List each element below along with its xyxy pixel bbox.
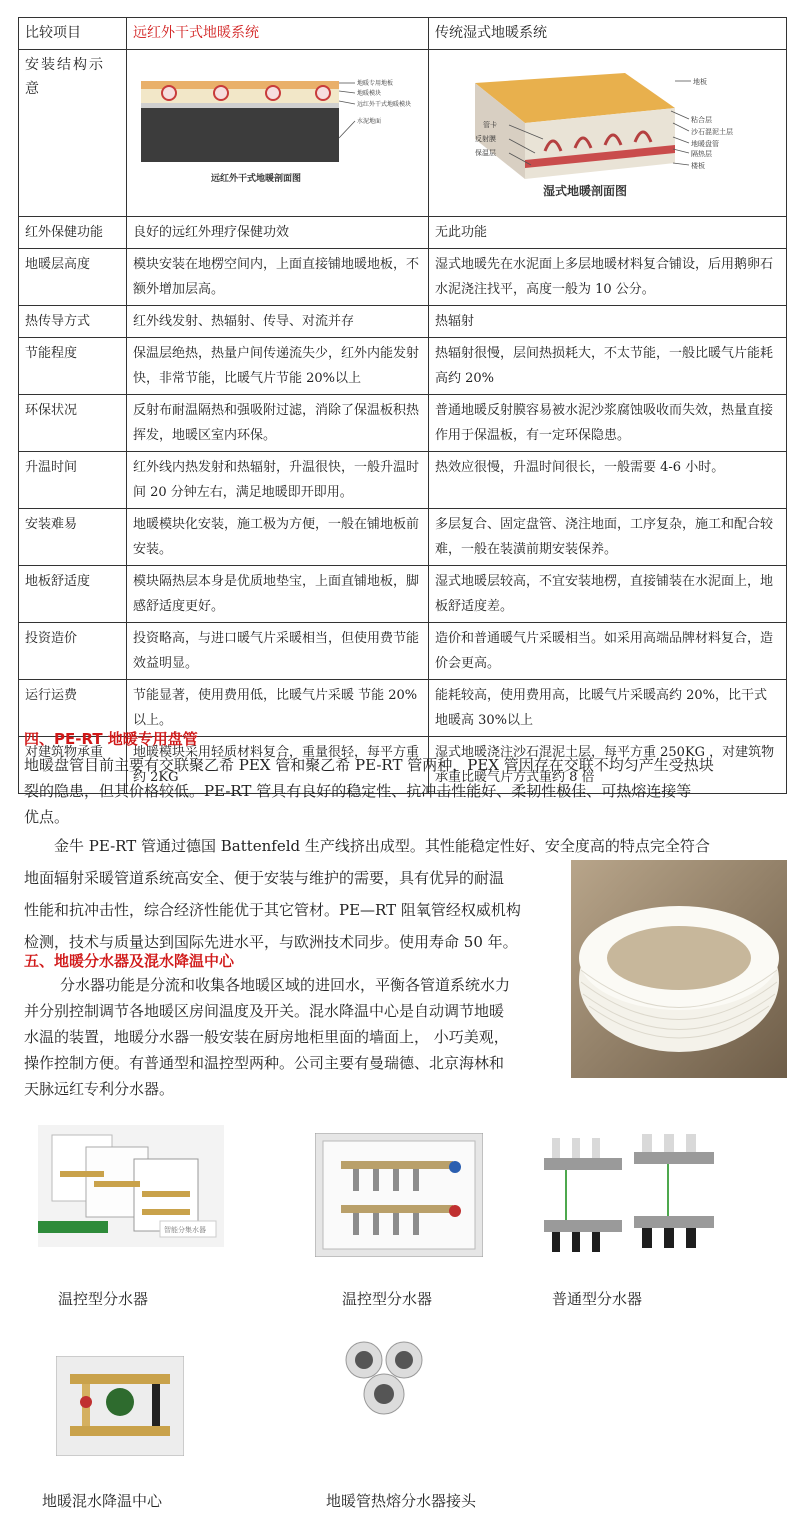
section4-paragraph-1 bbox=[24, 752, 784, 830]
row-wet: 热效应很慢，升温时间很长，一般需要 4-6 小时。 bbox=[429, 452, 787, 509]
wet-diagram-cell bbox=[429, 50, 787, 217]
para-line: 操作控制方便。有普通型和温控型两种。公司主要有曼瑞德、北京海林和 bbox=[24, 1054, 505, 1072]
header-item: 比较项目 bbox=[19, 18, 127, 50]
wet-label-r3: 沙石混泥土层 bbox=[691, 128, 733, 136]
table-row bbox=[19, 566, 787, 623]
row-item: 热传导方式 bbox=[19, 306, 127, 338]
wet-label-r6: 楼板 bbox=[691, 162, 705, 170]
row-dry: 地暖模块化安装，施工极为方便，一般在铺地板前安装。 bbox=[127, 509, 429, 566]
para-line: 裂的隐患，但其价格较低。PE-RT 管具有良好的稳定性、抗冲击性能好、柔韧性极佳、可热熔连接等 bbox=[24, 782, 692, 800]
header-dry: 远红外干式地暖系统 bbox=[127, 18, 429, 50]
wet-section-diagram bbox=[435, 53, 775, 203]
row-wet: 普通地暖反射膜容易被水泥沙浆腐蚀吸收而失效，热量直接作用于保温板，有一定环保隐患。 bbox=[429, 395, 787, 452]
row-item: 安装难易 bbox=[19, 509, 127, 566]
caption-standard: 普通型分水器 bbox=[552, 1290, 643, 1308]
row-wet: 能耗较高，使用费用高，比暖气片采暖高约 20%，比干式地暖高 30%以上 bbox=[429, 680, 787, 737]
row-item: 红外保健功能 bbox=[19, 217, 127, 249]
row-dry: 反射布耐温隔热和强吸附过滤，消除了保温板积热挥发，地暖区室内环保。 bbox=[127, 395, 429, 452]
row-dry: 红外线发射、热辐射、传导、对流并存 bbox=[127, 306, 429, 338]
section5-title: 五、地暖分水器及混水降温中心 bbox=[24, 952, 235, 970]
row-dry: 地暖模块采用轻质材料复合，重量很轻，每平方重约 2KG bbox=[127, 737, 429, 794]
row-wet: 造价和普通暖气片采暖相当。如采用高端品牌材料复合，造价会更高。 bbox=[429, 623, 787, 680]
caption-temp-control-2: 温控型分水器 bbox=[342, 1290, 433, 1308]
row-dry: 保温层绝热，热量户间传递流失少，红外内能发射快，非常节能，比暖气片节能 20%以上 bbox=[127, 338, 429, 395]
row-dry: 红外线内热发射和热辐射，升温很快，一般升温时间 20 分钟左右，满足地暖即开即用。 bbox=[127, 452, 429, 509]
manifold-cabinet-photo bbox=[315, 1133, 483, 1257]
row-dry: 投资略高，与进口暖气片采暖相当，但使用费节能效益明显。 bbox=[127, 623, 429, 680]
table-row bbox=[19, 306, 787, 338]
table-row bbox=[19, 509, 787, 566]
dry-layer-1: 地暖专用地板 bbox=[357, 80, 394, 87]
wet-label-l2: 反射膜 bbox=[475, 135, 496, 143]
para-line: 金牛 PE-RT 管通过德国 Battenfeld 生产线挤出成型。其性能稳定性好、安全度高的特点完全符合 bbox=[54, 837, 710, 855]
table-row bbox=[19, 452, 787, 509]
wet-label-r1: 地板 bbox=[693, 78, 707, 86]
row-item: 对建筑物承重 bbox=[19, 737, 127, 794]
row-item: 投资造价 bbox=[19, 623, 127, 680]
mixing-center-photo bbox=[56, 1356, 184, 1456]
dry-section-diagram bbox=[133, 53, 421, 203]
box-logo-text: 智能分集水器 bbox=[164, 1226, 206, 1234]
structure-label: 安装结构示意 bbox=[19, 50, 127, 217]
row-item: 地板舒适度 bbox=[19, 566, 127, 623]
wet-diagram-caption: 湿式地暖剖面图 bbox=[543, 184, 628, 198]
para-line: 并分别控制调节各地暖区房间温度及开关。混水降温中心是自动调节地暖 bbox=[24, 1002, 505, 1020]
para-line: 检测，技术与质量达到国际先进水平，与欧洲技术同步。使用寿命 50 年。 bbox=[24, 933, 518, 951]
row-item: 地暖层高度 bbox=[19, 249, 127, 306]
dry-layer-3: 远红外干式地暖模块 bbox=[357, 101, 412, 108]
dry-diagram-caption: 远红外干式地暖剖面图 bbox=[211, 174, 302, 184]
row-item: 升温时间 bbox=[19, 452, 127, 509]
table-row bbox=[19, 338, 787, 395]
table-row bbox=[19, 395, 787, 452]
row-dry: 模块隔热层本身是优质地垫宝，上面直铺地板，脚感舒适度更好。 bbox=[127, 566, 429, 623]
manifold-standard-photo bbox=[538, 1130, 724, 1266]
comparison-table bbox=[18, 17, 787, 794]
structure-row bbox=[19, 50, 787, 217]
caption-temp-control-1: 温控型分水器 bbox=[58, 1290, 149, 1308]
fusion-fitting-photo bbox=[334, 1336, 430, 1422]
para-line: 地暖盘管目前主要有交联聚乙希 PEX 管和聚乙希 PE-RT 管两种，PEX 管因存在交联不均匀产生受热块 bbox=[24, 756, 714, 774]
row-wet: 热辐射 bbox=[429, 306, 787, 338]
table-header-row bbox=[19, 18, 787, 50]
row-dry: 良好的远红外理疗保健功效 bbox=[127, 217, 429, 249]
row-wet: 湿式地暖层较高，不宜安装地楞，直接铺装在水泥面上，地板舒适度差。 bbox=[429, 566, 787, 623]
dry-diagram-cell bbox=[127, 50, 429, 217]
wet-label-l1: 管卡 bbox=[483, 121, 497, 129]
caption-fusion-fitting: 地暖管热熔分水器接头 bbox=[326, 1492, 477, 1510]
para-line: 优点。 bbox=[24, 808, 70, 826]
dry-layer-2: 地暖模块 bbox=[357, 90, 382, 97]
row-item: 节能程度 bbox=[19, 338, 127, 395]
wet-label-r2: 粘合层 bbox=[691, 116, 712, 124]
wet-label-l3: 保温层 bbox=[475, 149, 496, 157]
table-row bbox=[19, 623, 787, 680]
para-line: 水温的装置，地暖分水器一般安装在厨房地柜里面的墙面上， 小巧美观， bbox=[24, 1028, 509, 1046]
manifold-box-photo bbox=[38, 1125, 224, 1247]
row-wet: 多层复合、固定盘管、浇注地面，工序复杂，施工和配合较难，一般在装潢前期安装保养。 bbox=[429, 509, 787, 566]
header-wet: 传统湿式地暖系统 bbox=[429, 18, 787, 50]
table-row bbox=[19, 217, 787, 249]
row-dry: 模块安装在地楞空间内，上面直接铺地暖地板，不额外增加层高。 bbox=[127, 249, 429, 306]
row-wet: 湿式地暖先在水泥面上多层地暖材料复合铺设，后用鹅卵石水泥浇注找平，高度一般为 10 公分。 bbox=[429, 249, 787, 306]
para-line: 地面辐射采暖管道系统高安全、便于安装与维护的需要，具有优异的耐温 bbox=[24, 869, 505, 887]
wet-label-r5: 隔热层 bbox=[691, 150, 712, 158]
para-line: 性能和抗冲击性，综合经济性能优于其它管材。PE—RT 阻氧管经权威机构 bbox=[24, 901, 521, 919]
caption-mixing-center: 地暖混水降温中心 bbox=[42, 1492, 163, 1510]
pipe-coil-photo bbox=[571, 860, 787, 1078]
section5-paragraph bbox=[24, 972, 564, 1102]
row-wet: 热辐射很慢，层间热损耗大，不太节能，一般比暖气片能耗高约 20% bbox=[429, 338, 787, 395]
row-item: 环保状况 bbox=[19, 395, 127, 452]
row-dry: 节能显著，使用费用低，比暖气片采暖 节能 20%以上。 bbox=[127, 680, 429, 737]
dry-layer-4: 水泥地面 bbox=[357, 118, 382, 125]
wet-label-r4: 地暖盘管 bbox=[691, 140, 719, 148]
row-wet: 湿式地暖浇注沙石混泥土层，每平方重 250KG ，对建筑物承重比暖气片方式重约 8 倍 bbox=[429, 737, 787, 794]
table-row bbox=[19, 249, 787, 306]
para-line: 天脉远红专利分水器。 bbox=[24, 1080, 175, 1098]
section4-title: 四、PE-RT 地暖专用盘管 bbox=[24, 730, 198, 748]
row-item: 运行运费 bbox=[19, 680, 127, 737]
row-wet: 无此功能 bbox=[429, 217, 787, 249]
para-line: 分水器功能是分流和收集各地暖区域的进回水，平衡各管道系统水力 bbox=[60, 976, 511, 994]
